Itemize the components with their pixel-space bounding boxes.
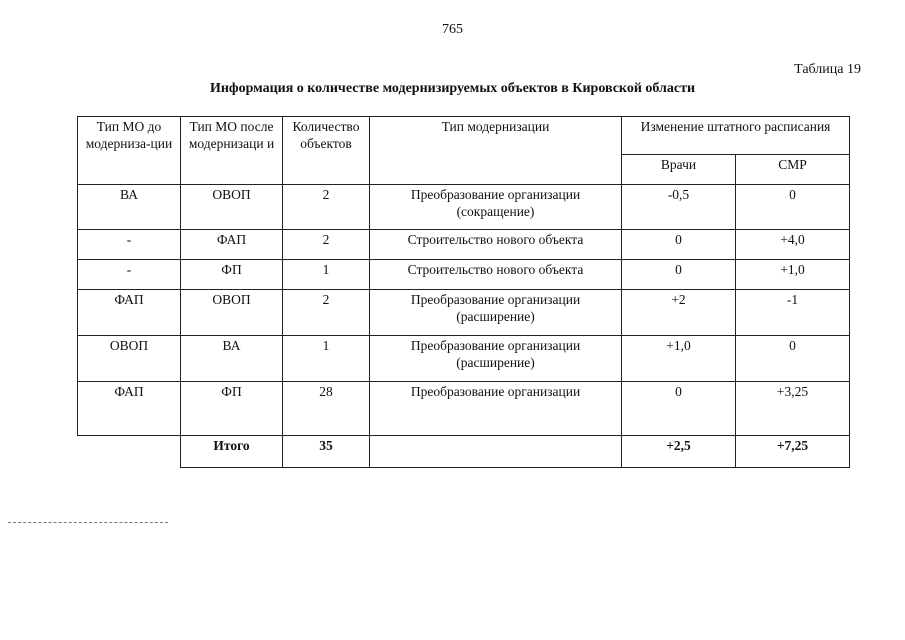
cell-type: Преобразование организации (расширение) [370, 336, 622, 382]
table-label: Таблица 19 [794, 62, 861, 77]
header-type-before: Тип МО до модерниза-ции [78, 117, 181, 185]
cell-before: ФАП [78, 382, 181, 436]
modernization-table [77, 116, 850, 468]
table-row [78, 290, 850, 336]
cell-doctors: +1,0 [622, 336, 736, 382]
cell-doctors: 0 [622, 230, 736, 260]
cell-type: Строительство нового объекта [370, 260, 622, 290]
cell-smr: 0 [736, 185, 850, 230]
table-row [78, 260, 850, 290]
cell-after: ФП [181, 382, 283, 436]
header-smr: СМР [736, 155, 850, 185]
total-doctors: +2,5 [622, 436, 736, 468]
cell-count: 2 [283, 230, 370, 260]
cell-count: 2 [283, 290, 370, 336]
footnote-separator [8, 522, 168, 523]
cell-before: ВА [78, 185, 181, 230]
cell-doctors: +2 [622, 290, 736, 336]
total-count: 35 [283, 436, 370, 468]
cell-count: 2 [283, 185, 370, 230]
cell-after: ФАП [181, 230, 283, 260]
cell-after: ОВОП [181, 290, 283, 336]
cell-count: 1 [283, 336, 370, 382]
table-row [78, 185, 850, 230]
table-row [78, 336, 850, 382]
cell-after: ОВОП [181, 185, 283, 230]
cell-before: ФАП [78, 290, 181, 336]
cell-doctors: 0 [622, 382, 736, 436]
document-title: Информация о количестве модернизируемых объектов в Кировской области [209, 81, 696, 96]
cell-smr: -1 [736, 290, 850, 336]
header-doctors: Врачи [622, 155, 736, 185]
cell-after: ВА [181, 336, 283, 382]
cell-doctors: 0 [622, 260, 736, 290]
cell-smr: +1,0 [736, 260, 850, 290]
cell-before: - [78, 260, 181, 290]
header-modernization-type: Тип модернизации [370, 117, 622, 185]
table-row [78, 382, 850, 436]
cell-type: Преобразование организации (сокращение) [370, 185, 622, 230]
total-row [78, 436, 850, 468]
cell-smr: +4,0 [736, 230, 850, 260]
total-smr: +7,25 [736, 436, 850, 468]
header-count: Количество объектов [283, 117, 370, 185]
header-staff-change: Изменение штатного расписания [622, 117, 850, 155]
empty-cell [78, 436, 181, 468]
total-label: Итого [181, 436, 283, 468]
cell-count: 1 [283, 260, 370, 290]
cell-smr: +3,25 [736, 382, 850, 436]
cell-smr: 0 [736, 336, 850, 382]
table-row [78, 230, 850, 260]
cell-type: Преобразование организации [370, 382, 622, 436]
cell-type: Строительство нового объекта [370, 230, 622, 260]
cell-doctors: -0,5 [622, 185, 736, 230]
cell-count: 28 [283, 382, 370, 436]
cell-type: Преобразование организации (расширение) [370, 290, 622, 336]
header-type-after: Тип МО после модернизаци и [181, 117, 283, 185]
cell-after: ФП [181, 260, 283, 290]
cell-before: - [78, 230, 181, 260]
cell-before: ОВОП [78, 336, 181, 382]
empty-cell [370, 436, 622, 468]
page-number: 765 [442, 22, 463, 37]
